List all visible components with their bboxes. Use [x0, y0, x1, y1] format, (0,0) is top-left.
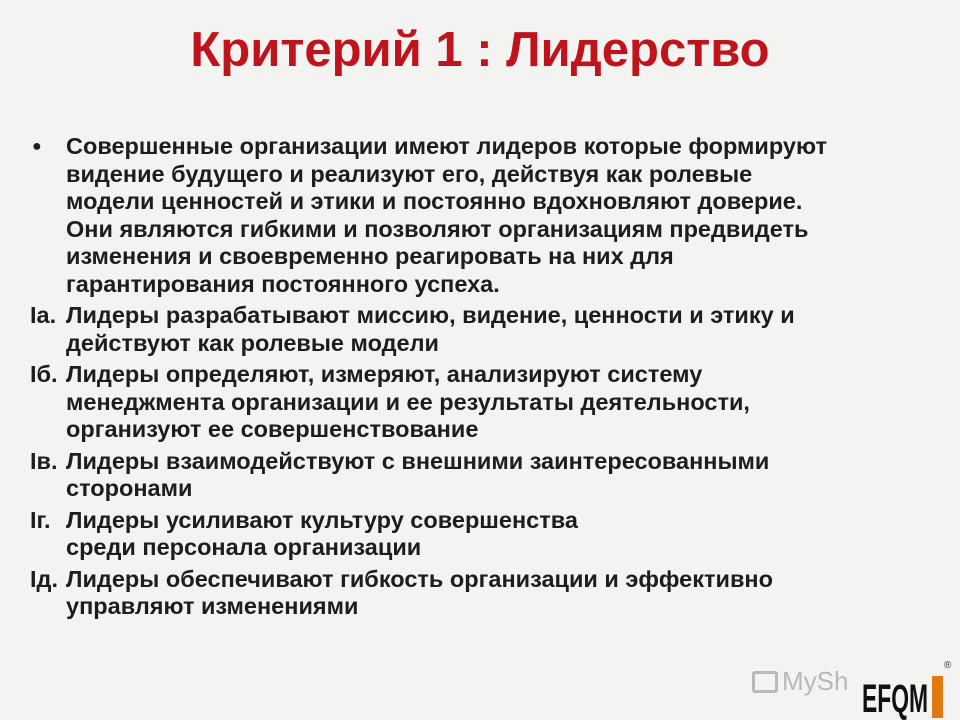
intro-line: модели ценностей и этики и постоянно вдохновляют доверие.	[66, 188, 803, 214]
criterion-line: действуют как ролевые модели	[66, 329, 439, 356]
watermark	[752, 666, 848, 697]
intro-line: Они являются гибкими и позволяют организациям предвидеть	[66, 215, 809, 242]
criterion-line: организуют ее совершенствование	[66, 416, 479, 442]
criterion-marker: Iа.	[30, 302, 57, 328]
criterion-1v	[30, 448, 940, 503]
criterion-line: среди персонала организации	[66, 534, 422, 560]
efqm-logo	[860, 650, 952, 720]
logo-accent-bar	[932, 676, 943, 718]
registered-mark: ®	[944, 660, 952, 671]
intro-line: Совершенные организации имеют лидеров которые формируют	[66, 133, 827, 159]
intro-line: изменения и своевременно реагировать на них для	[66, 243, 674, 269]
criterion-1g	[30, 507, 940, 562]
slide-content	[30, 133, 940, 625]
criterion-marker: Iб.	[30, 361, 58, 387]
criterion-line: менеджмента организации и ее результаты деятельности,	[66, 388, 750, 415]
criterion-marker: Iв.	[30, 447, 58, 474]
criterion-line: управляют изменениями	[66, 593, 359, 619]
criterion-marker: Iг.	[30, 506, 51, 533]
watermark-text: MySh	[782, 666, 849, 696]
intro-bullet	[30, 133, 940, 298]
criterion-line: Лидеры усиливают культуру совершенства	[66, 506, 578, 533]
criterion-marker: Iд.	[30, 565, 58, 592]
svg-text:EFQM: EFQM	[862, 677, 928, 720]
intro-line: гарантирования постоянного успеха.	[66, 270, 500, 297]
criterion-line: Лидеры взаимодействуют с внешними заинтересованными	[66, 447, 770, 474]
criterion-line: Лидеры обеспечивают гибкость организации и эффективно	[66, 565, 773, 592]
presentation-icon	[752, 671, 778, 693]
criterion-1b	[30, 361, 940, 444]
criterion-line: Лидеры определяют, измеряют, анализируют систему	[66, 361, 703, 387]
bullet-dot-icon: ●	[32, 138, 42, 155]
criterion-line: Лидеры разрабатывают миссию, видение, ценности и этику и	[66, 302, 795, 328]
slide-title: Критерий 1 : Лидерство	[190, 23, 770, 77]
criterion-1d	[30, 566, 940, 621]
intro-line: видение будущего и реализуют его, действуя как ролевые	[66, 160, 753, 187]
criterion-1a	[30, 302, 940, 357]
criterion-line: сторонами	[66, 475, 193, 501]
branding-area	[752, 650, 952, 720]
